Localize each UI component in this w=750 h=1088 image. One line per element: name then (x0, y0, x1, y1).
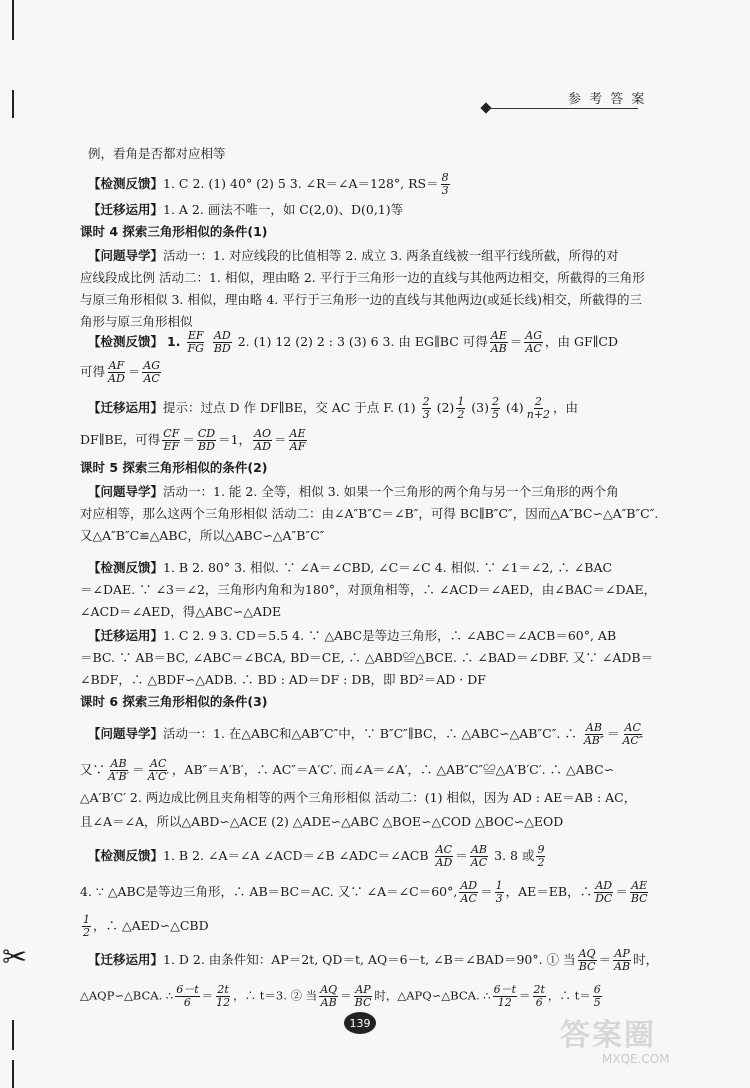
text-line: △AQP∽△BCA. ∴ $\frac{6-t}{6}$ ＝ $\frac{2t}{12}$ ，∴ t＝3. ② 当 $\frac{AQ}{AB}$ ＝ $\frac{AP}{BC}$ 时，△APQ∽△BCA. ∴ $\frac{6-t}{12}$ ＝ $\frac{2t}{6}$ ，∴ t＝ $\frac{6}{5}$ (80, 983, 601, 1009)
lesson-heading: 课时 5 探索三角形相似的条件(2) (80, 460, 268, 475)
fraction: $\frac{AP}{BC}$ (354, 983, 372, 1009)
fraction: $\frac{6-t}{12}$ (493, 983, 516, 1009)
text-line: 【迁移运用】1. D 2. 由条件知：AP＝2t, QD＝t, AQ＝6－t, ∠B＝∠BAD＝90°. ① 当 $\frac{AQ}{BC}$ ＝ $\frac{AP}{AB}$ 时， (88, 947, 659, 973)
fraction: $\frac{AE}{BC}$ (630, 879, 648, 905)
text-line: 【问题导学】活动一：1. 能 2. 全等，相似 3. 如果一个三角形的两个角与另一个三角形的两个角 (88, 484, 619, 499)
text-line: 又∵ $\frac{AB}{A'B'}$ ＝ $\frac{AC}{A'C'}$ ，AB″＝A′B′，∴ AC″＝A′C′. 而∠A＝∠A′，∴ △AB″C″≌△A′B′C′. ∴ △ABC∽ (80, 757, 615, 783)
text-line: ∠BDF，∴ △BDF∽△ADB. ∴ BD : AD＝DF : DB，即 BD²＝AD · DF (80, 672, 486, 687)
fraction: $\frac{AD}{BD}$ (213, 329, 231, 355)
lesson-heading: 课时 4 探索三角形相似的条件(1) (80, 224, 268, 239)
fraction: $\frac{2t}{6}$ (533, 983, 545, 1009)
text-line: 且∠A＝∠A，所以△ABD∽△ACE (2) △ADE∽△ABC △BOE∽△COD △BOC∽△EOD (80, 814, 564, 829)
fraction: $\frac{6-t}{6}$ (176, 983, 199, 1009)
fraction: $\frac{AP}{AB}$ (614, 947, 631, 973)
text-line: 又△A″B″C≌△ABC，所以△ABC∽△A″B″C″ (80, 528, 325, 543)
text-line: $\frac{1}{2}$ ，∴ △AED∽△CBD (83, 913, 209, 939)
section-tag: 【迁移运用】 (88, 628, 164, 643)
fraction: $\frac{EF}{FG}$ (187, 329, 204, 355)
text-line: ＝∠DAE. ∵ ∠3＝∠2，三角形内角和为180°，对顶角相等，∴ ∠ACD＝∠AED，由∠BAC＝∠DAE， (80, 582, 657, 597)
fraction: $\frac{AB}{A'B'}$ (108, 757, 130, 783)
fraction: $\frac{AD}{AC}$ (460, 879, 478, 905)
text-line: 【检测反馈】1. B 2. 80° 3. 相似. ∵ ∠A＝∠CBD, ∠C＝∠C 4. 相似. ∵ ∠1＝∠2, ∴ ∠BAC (88, 560, 613, 575)
fraction: $\frac{1}{3}$ (495, 879, 503, 905)
fraction: $\frac{1}{2}$ (83, 913, 90, 939)
text-line: 【检测反馈】1. C 2. (1) 40° (2) 5 3. ∠R＝∠A＝128°, RS＝ $\frac{8}{3}$ (88, 171, 449, 197)
fraction: $\frac{9}{2}$ (537, 843, 545, 869)
section-tag: 【检测反馈】 (88, 848, 164, 863)
cut-line-lower (12, 1020, 14, 1050)
fraction: $\frac{CD}{BD}$ (197, 427, 216, 453)
fraction: $\frac{2t}{12}$ (216, 983, 231, 1009)
fraction: $\frac{8}{3}$ (441, 171, 449, 197)
fraction: $\frac{AD}{DC}$ (595, 879, 613, 905)
text-line: 【迁移运用】1. C 2. 9 3. CD＝5.5 4. ∵ △ABC是等边三角形，∴ ∠ABC＝∠ACB＝60°, AB (88, 628, 617, 643)
watermark-url: MXQE.COM (602, 1052, 670, 1066)
text-line: 【迁移运用】提示：过点 D 作 DF∥BE，交 AC 于点 F. (1) $\frac{2}{3}$ (2) $\frac{1}{2}$ (3) $\frac{2}{5}$ (4) $\frac{2}{n+2}$ ，由 (88, 395, 579, 421)
fraction: $\frac{AG}{AC}$ (143, 359, 161, 385)
fraction: $\frac{CF}{EF}$ (163, 427, 180, 453)
header-title: 参 考 答 案 (568, 92, 647, 107)
fraction: $\frac{AB}{AB''}$ (583, 721, 604, 747)
fraction: $\frac{2}{5}$ (492, 395, 499, 421)
fraction: $\frac{6}{5}$ (593, 983, 601, 1009)
cut-line-upper (12, 90, 14, 118)
text-line: ∠ACD＝∠AED，得△ABC∽△ADE (80, 604, 282, 619)
text-line: 【检测反馈】1. B 2. ∠A＝∠A ∠ACD＝∠B ∠ADC＝∠ACB $\frac{AC}{AD}$ ＝ $\frac{AB}{AC}$ 3. 8 或 $\frac{9}{2}$ (88, 843, 545, 869)
scissors-icon: ✂ (2, 940, 28, 975)
section-tag: 【检测反馈】 (88, 176, 164, 191)
section-tag: 【检测反馈】 (88, 334, 164, 349)
cut-line-bottom (12, 1060, 14, 1088)
fraction: $\frac{AC}{A'C'}$ (147, 757, 169, 783)
fraction: $\frac{AE}{AF}$ (289, 427, 306, 453)
page-number: 139 (344, 1012, 376, 1034)
fraction: $\frac{2}{3}$ (422, 395, 430, 421)
text-line: 【问题导学】活动一：1. 对应线段的比值相等 2. 成立 3. 两条直线被一组平行线所截，所得的对 (88, 248, 619, 263)
text-line: △A′B′C′ 2. 两边成比例且夹角相等的两个三角形相似 活动二：(1) 相似，因为 AD : AE＝AB : AC， (80, 790, 637, 805)
section-tag: 【迁移运用】 (88, 202, 164, 217)
text-line: 可得 $\frac{AF}{AD}$ ＝ $\frac{AG}{AC}$ (80, 359, 161, 385)
text-line: 【迁移运用】1. A 2. 画法不唯一，如 C(2,0)、D(0,1)等 (88, 202, 404, 217)
fraction: $\frac{AF}{AD}$ (108, 359, 125, 385)
fraction: $\frac{AQ}{BC}$ (578, 947, 596, 973)
section-tag: 【迁移运用】 (88, 400, 164, 415)
text-line: 与原三角形相似 3. 相似，理由略 4. 平行于三角形一边的直线与其他两边(或延长线)相交，所截得的三 (80, 292, 643, 307)
fraction: $\frac{AB}{AC}$ (470, 843, 488, 869)
section-tag: 【问题导学】 (88, 484, 164, 499)
section-tag: 【问题导学】 (88, 248, 164, 263)
section-tag: 【迁移运用】 (88, 952, 164, 967)
fraction: $\frac{1}{2}$ (457, 395, 465, 421)
fraction: $\frac{AC}{AC''}$ (622, 721, 643, 747)
text-line: ＝BC. ∵ AB＝BC, ∠ABC＝∠BCA, BD＝CE, ∴ △ABD≌△BCE. ∴ ∠BAD＝∠DBF. 又∵ ∠ADB＝ (80, 650, 654, 665)
fraction: $\frac{AO}{AD}$ (254, 427, 272, 453)
text-line: DF∥BE，可得 $\frac{CF}{EF}$ ＝ $\frac{CD}{BD}$ ＝1， $\frac{AO}{AD}$ ＝ $\frac{AE}{AF}$ (80, 427, 306, 453)
cut-line-top (12, 0, 14, 40)
text-line: 【检测反馈】 1. $\frac{EF}{FG}$ $\frac{AD}{BD}$ 2. (1) 12 (2) 2 : 3 (3) 6 3. 由 EG∥BC 可得 $\frac{AE}{AB}$ ＝ $\frac{AG}{AC}$ ，由 GF∥CD (88, 329, 619, 355)
fraction: $\frac{2}{n+2}$ (526, 395, 550, 421)
text-line: 【问题导学】活动一：1. 在△ABC和△AB″C″中，∵ B″C″∥BC，∴ △ABC∽△AB″C″. ∴ $\frac{AB}{AB''}$ ＝ $\frac{AC}{AC''}$ (88, 721, 643, 747)
section-tag: 【问题导学】 (88, 726, 164, 741)
fraction: $\frac{AQ}{AB}$ (320, 983, 338, 1009)
fraction: $\frac{AG}{AC}$ (525, 329, 543, 355)
fraction: $\frac{AC}{AD}$ (435, 843, 453, 869)
text-line: 应线段成比例 活动二：1. 相似，理由略 2. 平行于三角形一边的直线与其他两边相交，所截得的三角形 (80, 270, 645, 285)
lesson-heading: 课时 6 探索三角形相似的条件(3) (80, 694, 268, 709)
text-line: 对应相等，那么这两个三角形相似 活动二：由∠A″B″C＝∠B″，可得 BC∥B″C″，因而△A″BC∽△A″B″C″. (80, 506, 659, 521)
watermark-logo: 答案圈 (560, 1018, 656, 1053)
text-line: 角形与原三角形相似 (80, 314, 193, 329)
text-line: 4. ∵ △ABC是等边三角形，∴ AB＝BC＝AC. 又∵ ∠A＝∠C＝60°, $\frac{AD}{AC}$ ＝ $\frac{1}{3}$ ，AE＝EB，∴ $\frac{AD}{DC}$ ＝ $\frac{AE}{BC}$ (80, 879, 648, 905)
section-tag: 【检测反馈】 (88, 560, 164, 575)
header-rule (488, 108, 638, 109)
text-line: 例，看角是否都对应相等 (88, 146, 226, 161)
fraction: $\frac{AE}{AB}$ (490, 329, 507, 355)
